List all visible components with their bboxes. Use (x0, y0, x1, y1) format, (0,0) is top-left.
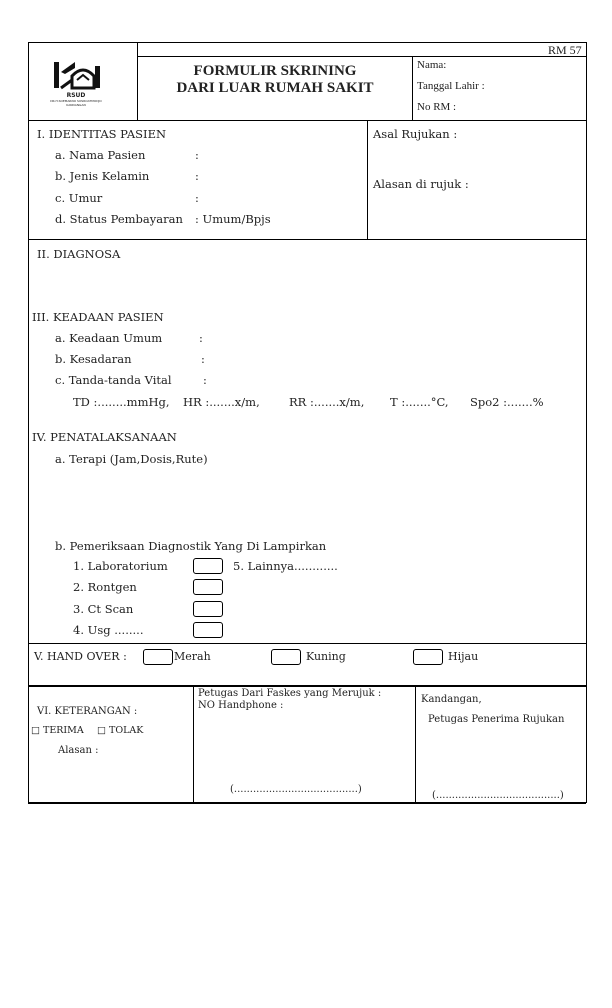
handover-hijau-box[interactable] (413, 649, 443, 665)
section1-bottom-line (28, 239, 586, 240)
payment-row-value: : Umum/Bpjs (195, 212, 271, 226)
check-usg-box[interactable] (193, 622, 223, 638)
section1-heading: I. IDENTITAS PASIEN (37, 127, 167, 141)
section5-top-line (28, 643, 586, 644)
section5-bottom-line (28, 685, 586, 687)
handover-kuning-label: Kuning (306, 650, 346, 663)
vital-spo2: Spo2 :.......% (470, 395, 544, 409)
section6-divider-left (193, 685, 194, 802)
check-usg-label: 4. Usg ........ (73, 623, 144, 637)
vital-signs-label: c. Tanda-tanda Vital (55, 373, 172, 387)
referral-reason-label: Alasan di rujuk : (373, 177, 469, 191)
form-title (140, 63, 410, 97)
header-bottom-line (28, 120, 586, 121)
section1-divider (367, 120, 368, 239)
general-condition-label: a. Keadaan Umum (55, 331, 163, 345)
header-patient-divider (412, 56, 413, 120)
check-rontgen-label: 2. Rontgen (73, 580, 137, 594)
handover-kuning-box[interactable] (271, 649, 301, 665)
form-title-line1: FORMULIR SKRINING (193, 63, 357, 79)
check-ctscan-box[interactable] (193, 601, 223, 617)
sender-phone-label: NO Handphone : (198, 700, 284, 711)
patient-rm-label: No RM : (417, 101, 457, 113)
vital-temperature: T :.......°C, (390, 395, 449, 409)
vital-td: TD :........mmHg, (73, 395, 170, 409)
section4-heading: IV. PENATALAKSANAAN (32, 430, 177, 444)
gender-row-label: b. Jenis Kelamin (55, 169, 150, 183)
vital-signs-value: : (203, 373, 207, 387)
age-row-label: c. Umur (55, 191, 103, 205)
sender-signature-line: (.......................................) (230, 784, 362, 795)
payment-row-label: d. Status Pembayaran (55, 212, 183, 226)
check-ctscan-label: 3. Ct Scan (73, 602, 134, 616)
patient-name-label: Nama: (417, 59, 447, 71)
section6-heading: VI. KETERANGAN : (37, 706, 138, 717)
section6-divider-right (415, 685, 416, 802)
section5-heading: V. HAND OVER : (34, 650, 127, 663)
header-subline (137, 56, 586, 57)
consciousness-value: : (201, 352, 205, 366)
logo-name: RSUD (66, 92, 86, 99)
handover-merah-box[interactable] (143, 649, 173, 665)
therapy-label: a. Terapi (Jam,Dosis,Rute) (55, 452, 208, 466)
reject-option[interactable]: □ TOLAK (97, 725, 144, 736)
check-laboratory-label: 1. Laboratorium (73, 559, 168, 573)
check-rontgen-box[interactable] (193, 579, 223, 595)
patient-dob-label: Tanggal Lahir : (417, 80, 485, 92)
general-condition-value: : (199, 331, 203, 345)
patient-name-row-value: : (195, 148, 199, 162)
logo-subtitle: DR.H.SOEMARNO SOSROATMODJO KANDANGAN (50, 99, 102, 107)
section3-heading: III. KEADAAN PASIEN (32, 310, 164, 324)
form-code: RM 57 (548, 43, 582, 57)
hospital-logo (48, 58, 118, 112)
header-logo-divider (137, 42, 138, 120)
form-right-border (586, 42, 587, 803)
sender-officer-label: Petugas Dari Faskes yang Merujuk : (198, 688, 382, 699)
check-other-label: 5. Lainnya............ (233, 559, 338, 573)
check-laboratory-box[interactable] (193, 558, 223, 574)
vital-rr: RR :.......x/m, (289, 395, 365, 409)
form-top-border (28, 42, 586, 43)
handover-hijau-label: Hijau (448, 650, 479, 663)
vital-hr: HR :.......x/m, (183, 395, 260, 409)
receiver-signature-line: (.......................................) (432, 790, 564, 801)
referral-origin-label: Asal Rujukan : (373, 127, 458, 141)
rejection-reason-label: Alasan : (58, 745, 99, 756)
place-label: Kandangan, (421, 694, 482, 705)
form-title-line2: DARI LUAR RUMAH SAKIT (176, 80, 374, 96)
receiver-officer-label: Petugas Penerima Rujukan (428, 714, 565, 725)
consciousness-label: b. Kesadaran (55, 352, 132, 366)
accept-option[interactable]: □ TERIMA (31, 725, 84, 736)
patient-name-row-label: a. Nama Pasien (55, 148, 146, 162)
section2-heading: II. DIAGNOSA (37, 247, 121, 261)
age-row-value: : (195, 191, 199, 205)
gender-row-value: : (195, 169, 199, 183)
form-left-border (28, 42, 29, 803)
diagnostic-exam-label: b. Pemeriksaan Diagnostik Yang Di Lampirkan (55, 539, 327, 553)
handover-merah-label: Merah (174, 650, 211, 663)
